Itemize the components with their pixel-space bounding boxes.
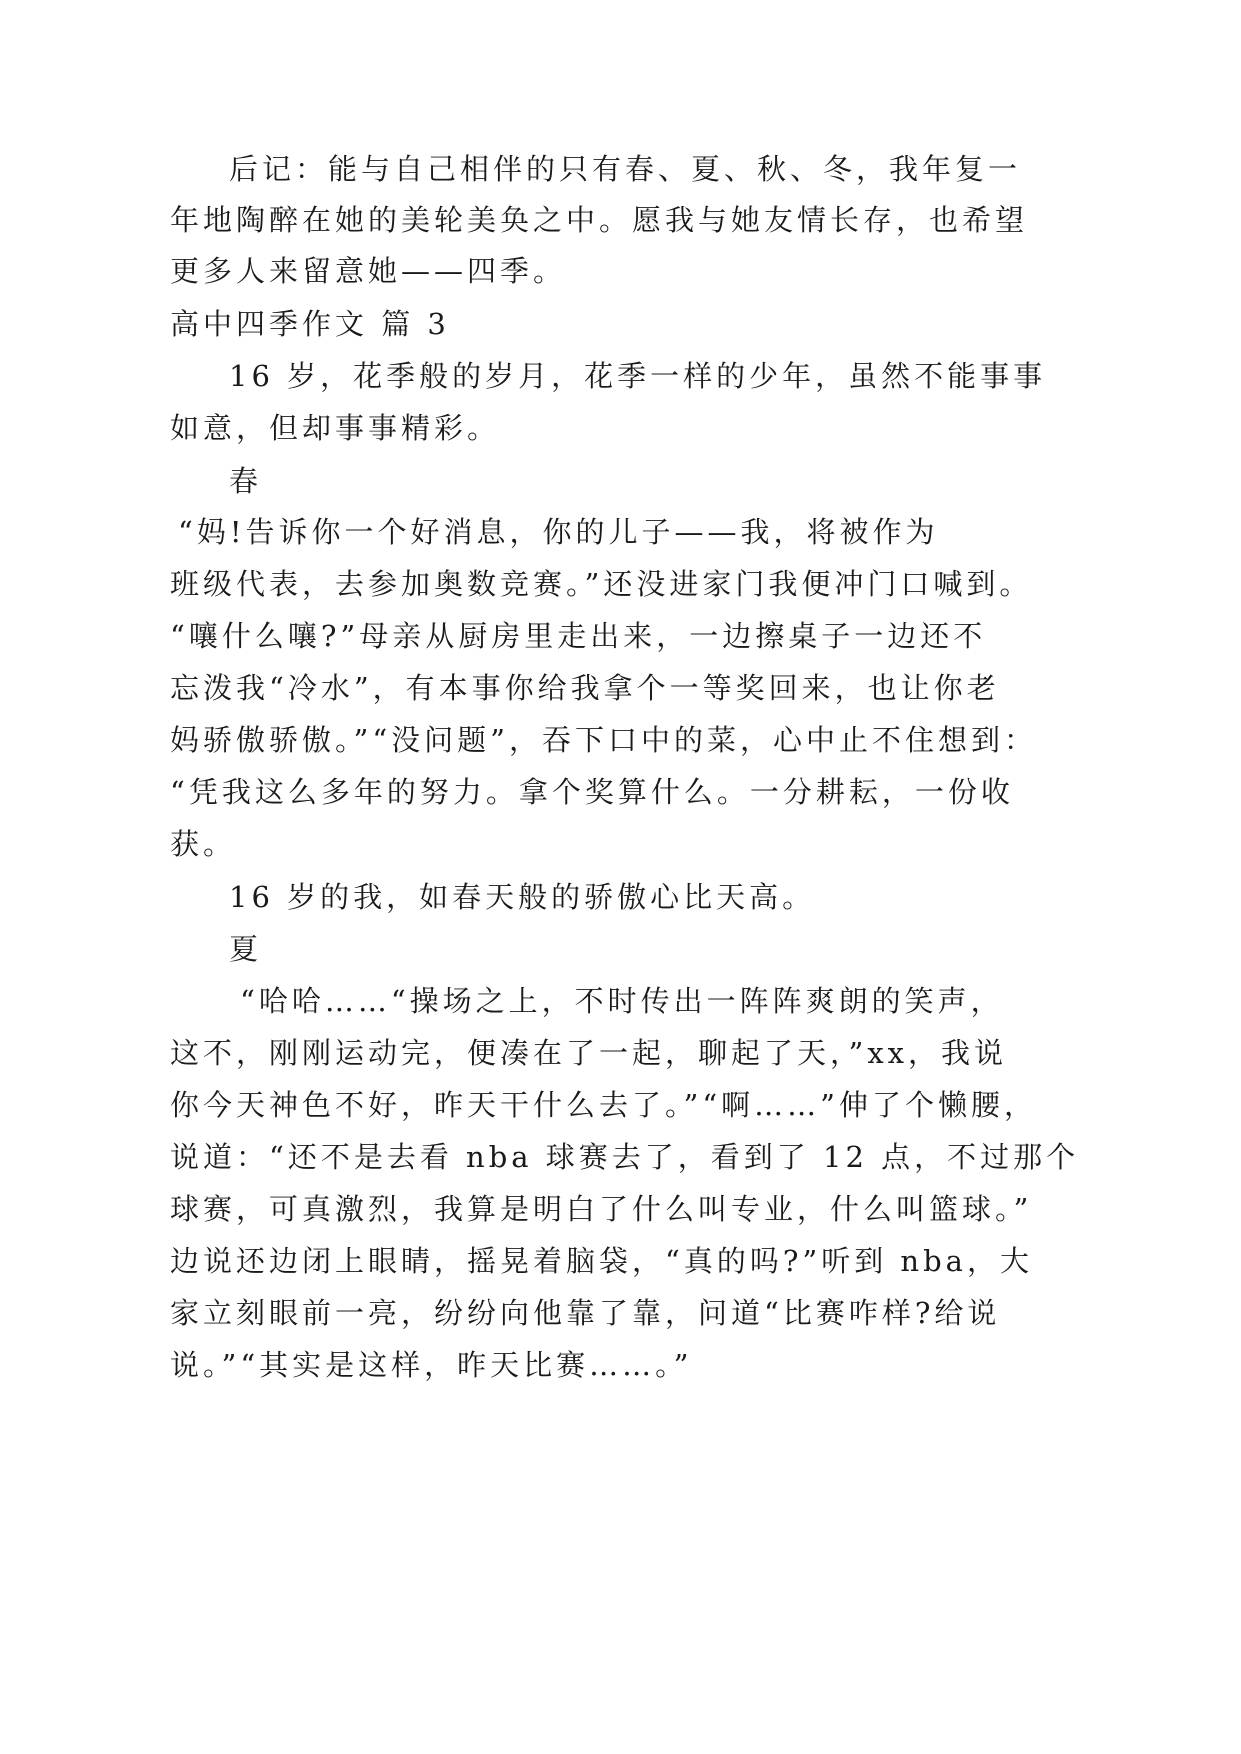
text-line: 说。”“其实是这样，昨天比赛……。” bbox=[170, 1348, 693, 1382]
text-line: 说道：“还不是去看 nba 球赛去了，看到了 12 点，不过那个 bbox=[170, 1140, 1080, 1174]
text-line: 年地陶醉在她的美轮美奂之中。愿我与她友情长存，也希望 bbox=[170, 203, 1029, 237]
text-line: “嚷什么嚷?”母亲从厨房里走出来，一边擦桌子一边还不 bbox=[170, 619, 987, 653]
text-line: “哈哈……“操场之上，不时传出一阵阵爽朗的笑声， bbox=[240, 984, 1004, 1018]
text-line: 忘泼我“冷水”，有本事你给我拿个一等奖回来，也让你老 bbox=[170, 671, 1000, 705]
text-line: 16 岁，花季般的岁月，花季一样的少年，虽然不能事事 bbox=[229, 359, 1047, 393]
text-line: 妈骄傲骄傲。”“没问题”，吞下口中的菜，心中止不住想到： bbox=[170, 723, 1037, 757]
text-line: 球赛，可真激烈，我算是明白了什么叫专业，什么叫篮球。” bbox=[170, 1192, 1033, 1226]
text-line: 家立刻眼前一亮，纷纷向他靠了靠，问道“比赛咋样?给说 bbox=[170, 1296, 1001, 1330]
text-line: 获。 bbox=[170, 827, 237, 861]
text-line: 更多人来留意她——四季。 bbox=[170, 254, 567, 288]
subheading-summer: 夏 bbox=[229, 932, 263, 966]
section-heading: 高中四季作文 篇 3 bbox=[170, 307, 450, 341]
text-line: “凭我这么多年的努力。拿个奖算什么。一分耕耘，一份收 bbox=[170, 775, 1014, 809]
text-line: 班级代表，去参加奥数竞赛。”还没进家门我便冲门口喊到。 bbox=[170, 567, 1033, 601]
subheading-spring: 春 bbox=[229, 464, 263, 498]
text-line: 这不，刚刚运动完，便凑在了一起，聊起了天，”xx，我说 bbox=[170, 1036, 1008, 1070]
text-line: 后记：能与自己相伴的只有春、夏、秋、冬，我年复一 bbox=[229, 152, 1022, 186]
text-line: 边说还边闭上眼睛，摇晃着脑袋，“真的吗?”听到 nba，大 bbox=[170, 1244, 1033, 1278]
text-line: 你今天神色不好，昨天干什么去了。”“啊……”伸了个懒腰， bbox=[170, 1088, 1037, 1122]
text-line: “妈!告诉你一个好消息，你的儿子——我，将被作为 bbox=[178, 515, 939, 549]
text-line: 如意，但却事事精彩。 bbox=[170, 411, 501, 445]
text-line: 16 岁的我，如春天般的骄傲心比天高。 bbox=[229, 880, 816, 914]
